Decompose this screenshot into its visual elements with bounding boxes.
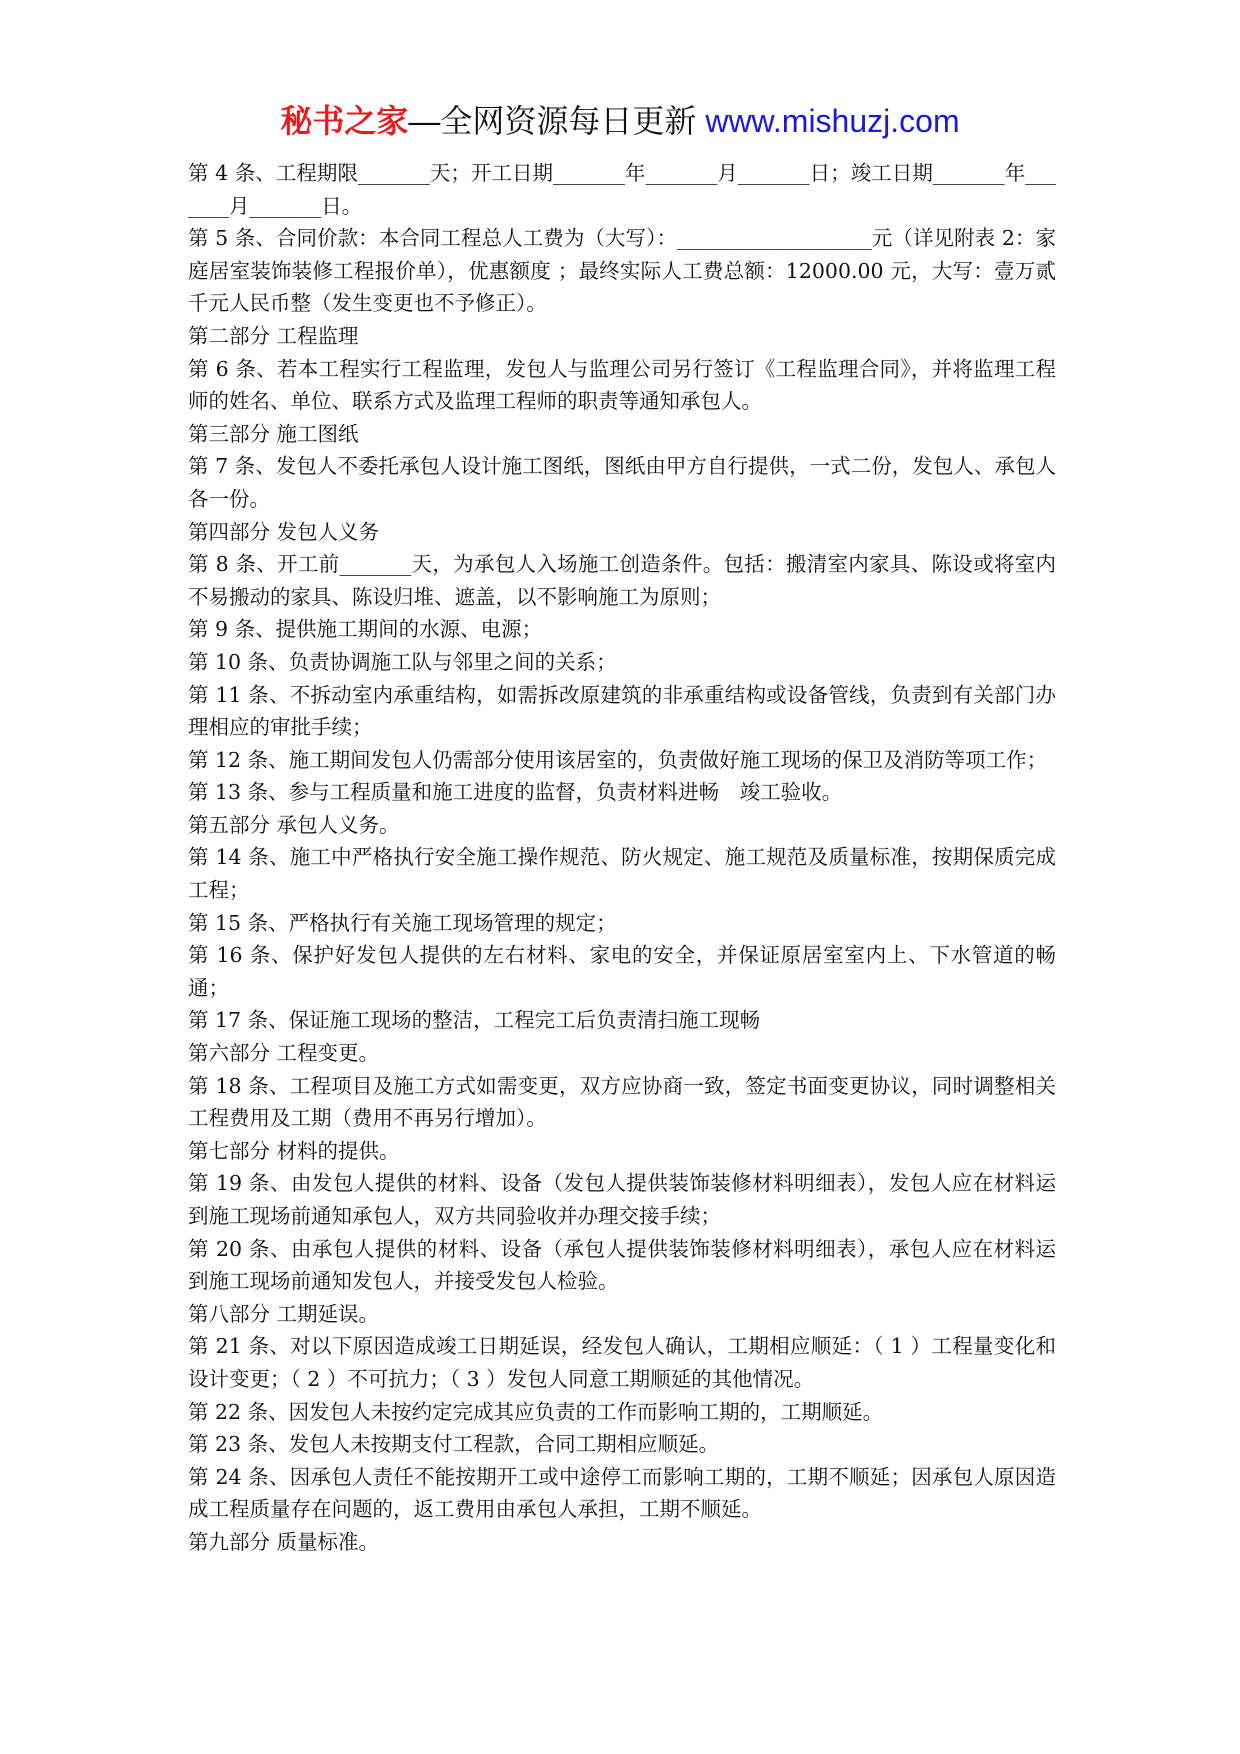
section-heading-4: 第四部分 发包人义务 xyxy=(188,519,380,544)
article-16: 第 16 条、保护好发包人提供的左右材料、家电的安全，并保证原居室室内上、下水管道的畅通； xyxy=(188,943,1056,1000)
section-heading-8: 第八部分 工期延误。 xyxy=(188,1301,380,1326)
document-body xyxy=(188,157,1056,1559)
article-19: 第 19 条、由发包人提供的材料、设备（发包人提供装饰装修材料明细表），发包人应在材料运到施工现场前通知承包人，双方共同验收并办理交接手续； xyxy=(188,1171,1056,1228)
article-8: 第 8 条、开工前_______天，为承包人入场施工创造条件。包括：搬清室内家具、陈设或将室内不易搬动的家具、陈设归堆、遮盖，以不影响施工为原则； xyxy=(188,552,1056,609)
article-5: 第 5 条、合同价款：本合同工程总人工费为（大写）：___________________元（详见附表 2：家庭居室装饰装修工程报价单），优惠额度 ；最终实际人工费总额：12000.00 元，大写：壹万贰千元人民币整（发生变更也不予修正）。 xyxy=(188,226,1056,316)
article-24: 第 24 条、因承包人责任不能按期开工或中途停工而影响工期的，工期不顺延；因承包人原因造成工程质量存在问题的，返工费用由承包人承担，工期不顺延。 xyxy=(188,1464,1056,1522)
article-14: 第 14 条、施工中严格执行安全施工操作规范、防火规定、施工规范及质量标准，按期保质完成工程； xyxy=(188,845,1056,903)
section-heading-3: 第三部分 施工图纸 xyxy=(188,421,359,446)
article-13: 第 13 条、参与工程质量和施工进度的监督，负责材料进畅 竣工验收。 xyxy=(188,780,843,805)
section-heading-5: 第五部分 承包人义务。 xyxy=(188,812,400,837)
article-21: 第 21 条、对以下原因造成竣工日期延误，经发包人确认，工期相应顺延：（ 1 ）工程量变化和设计变更；（ 2 ）不可抗力；（ 3 ）发包人同意工期顺延的其他情况。 xyxy=(188,1334,1056,1391)
section-heading-9: 第九部分 质量标准。 xyxy=(188,1529,380,1554)
banner-slogan: —全网资源每日更新 xyxy=(408,103,706,139)
banner-url-link[interactable]: www.mishuzj.com xyxy=(705,103,960,139)
article-9: 第 9 条、提供施工期间的水源、电源； xyxy=(188,617,543,642)
article-4: 第 4 条、工程期限_______天；开工日期_______年_______月_______日；竣工日期_______年_______月_______日。 xyxy=(188,161,1056,218)
section-heading-7: 第七部分 材料的提供。 xyxy=(188,1138,400,1163)
article-17: 第 17 条、保证施工现场的整洁，工程完工后负责清扫施工现畅 xyxy=(188,1008,761,1033)
article-15: 第 15 条、严格执行有关施工现场管理的规定； xyxy=(188,910,617,935)
article-18: 第 18 条、工程项目及施工方式如需变更，双方应协商一致，签定书面变更协议，同时调整相关工程费用及工期（费用不再另行增加）。 xyxy=(188,1073,1056,1131)
article-12: 第 12 条、施工期间发包人仍需部分使用该居室的，负责做好施工现场的保卫及消防等项工作； xyxy=(188,747,1048,772)
article-7: 第 7 条、发包人不委托承包人设计施工图纸，图纸由甲方自行提供，一式二份，发包人、承包人各一份。 xyxy=(188,454,1056,511)
article-6: 第 6 条、若本工程实行工程监理，发包人与监理公司另行签订《工程监理合同》，并将监理工程师的姓名、单位、联系方式及监理工程师的职责等通知承包人。 xyxy=(188,356,1056,414)
article-20: 第 20 条、由承包人提供的材料、设备（承包人提供装饰装修材料明细表），承包人应在材料运到施工现场前通知发包人，并接受发包人检验。 xyxy=(188,1236,1056,1294)
article-10: 第 10 条、负责协调施工队与邻里之间的关系； xyxy=(188,649,617,674)
banner-brand: 秘书之家 xyxy=(280,103,409,139)
article-23: 第 23 条、发包人未按期支付工程款，合同工期相应顺延。 xyxy=(188,1432,720,1457)
article-22: 第 22 条、因发包人未按约定完成其应负责的工作而影响工期的，工期顺延。 xyxy=(188,1399,884,1424)
site-banner xyxy=(0,101,1240,141)
section-heading-2: 第二部分 工程监理 xyxy=(188,323,359,348)
section-heading-6: 第六部分 工程变更。 xyxy=(188,1041,380,1066)
article-11: 第 11 条、不拆动室内承重结构，如需拆改原建筑的非承重结构或设备管线，负责到有关部门办理相应的审批手续； xyxy=(188,682,1056,740)
